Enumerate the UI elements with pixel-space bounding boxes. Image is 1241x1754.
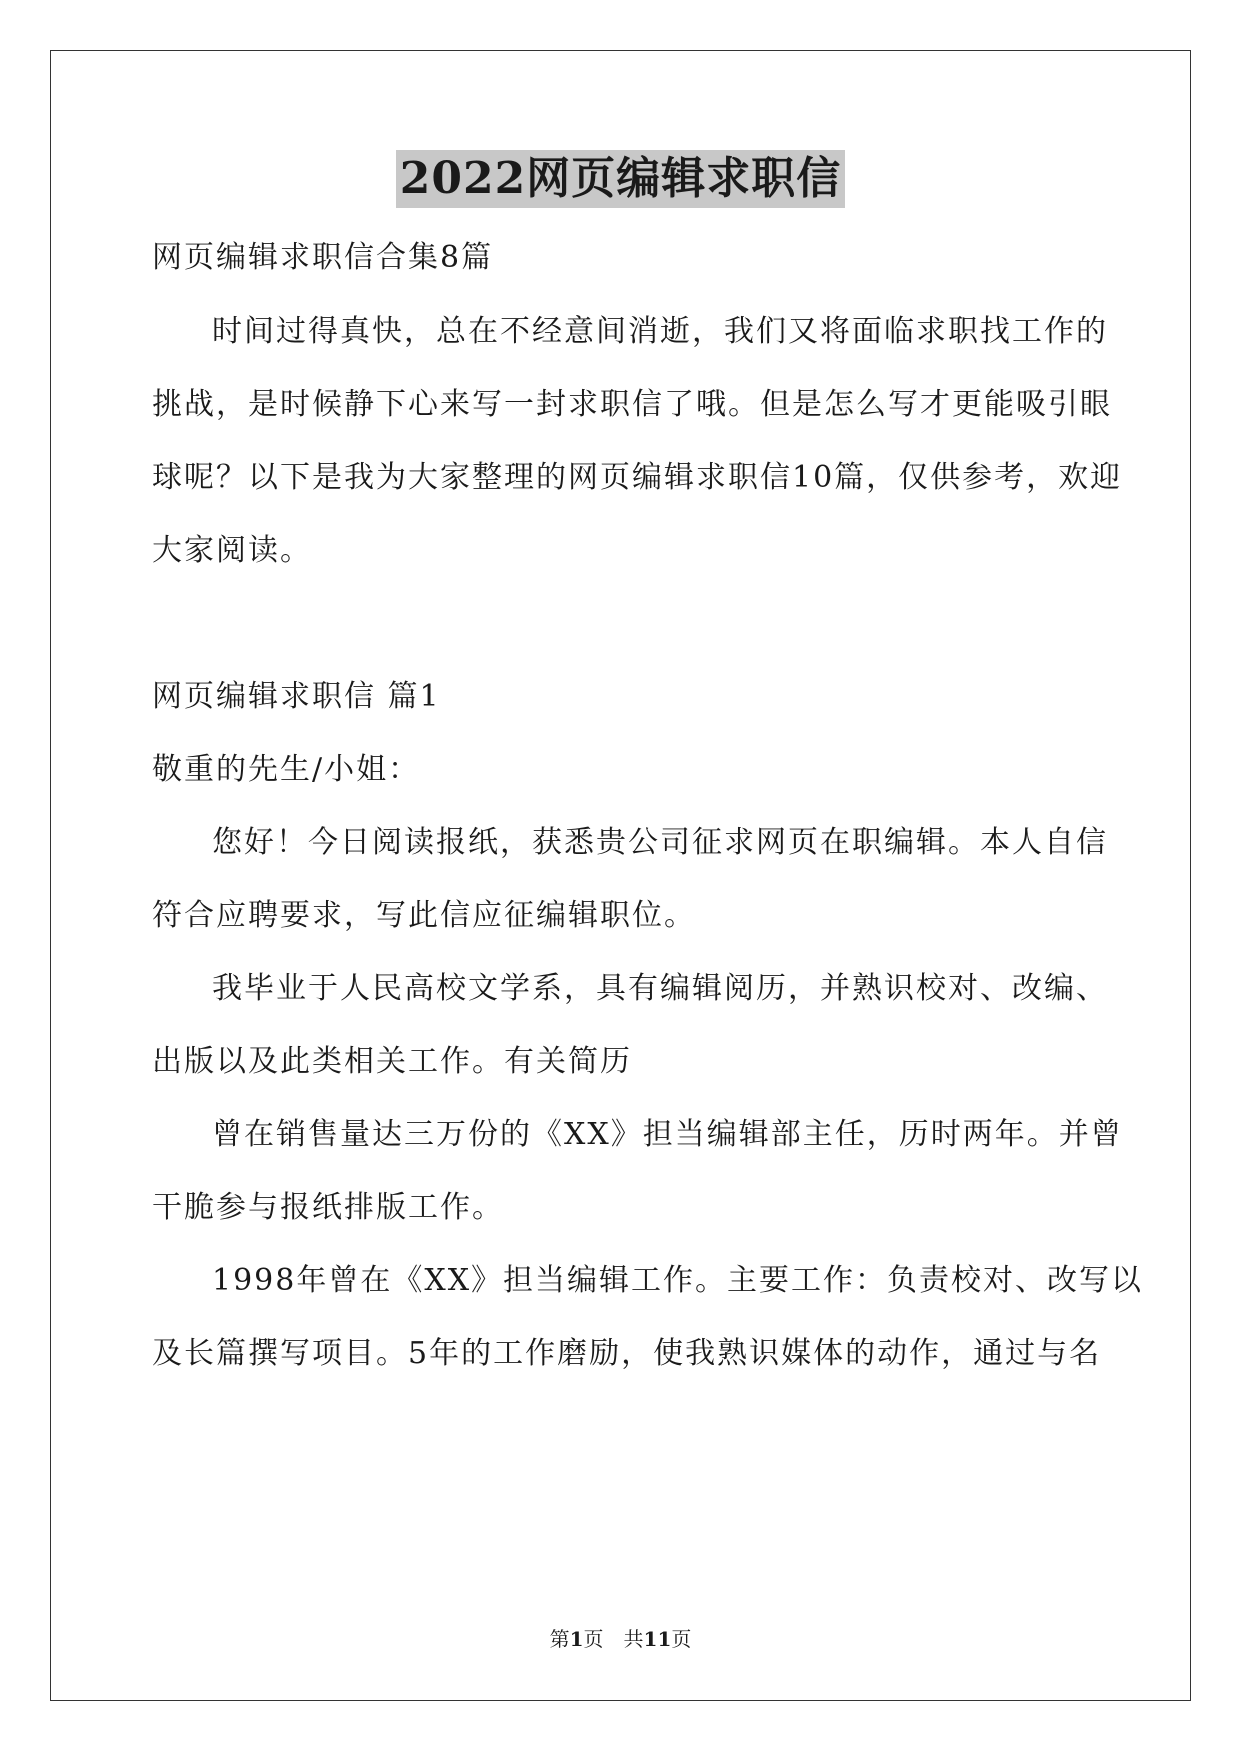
salutation: 敬重的先生/小姐： (152, 752, 421, 787)
subtitle-line: 网页编辑求职信合集8篇 (152, 240, 494, 275)
footer-page-number: 1 (569, 1627, 584, 1651)
footer-suffix: 页 (671, 1627, 692, 1651)
paragraph-line: 球呢？以下是我为大家整理的网页编辑求职信10篇，仅供参考，欢迎 (152, 460, 1123, 495)
document-title: 2022网页编辑求职信 (396, 150, 845, 208)
footer-middle: 页 共 (583, 1627, 644, 1651)
page-border (50, 50, 1191, 1701)
page-footer (0, 1626, 1241, 1652)
paragraph-line: 您好！今日阅读报纸，获悉贵公司征求网页在职编辑。本人自信 (212, 825, 1108, 860)
paragraph-line: 时间过得真快，总在不经意间消逝，我们又将面临求职找工作的 (212, 314, 1108, 349)
paragraph-line: 出版以及此类相关工作。有关简历 (152, 1044, 632, 1079)
paragraph-line: 挑战，是时候静下心来写一封求职信了哦。但是怎么写才更能吸引眼 (152, 387, 1112, 422)
title-container (0, 150, 1241, 208)
paragraph-line: 干脆参与报纸排版工作。 (152, 1190, 504, 1225)
section-heading: 网页编辑求职信 篇1 (152, 679, 441, 714)
paragraph-line: 我毕业于人民高校文学系，具有编辑阅历，并熟识校对、改编、 (212, 971, 1108, 1006)
paragraph-line: 符合应聘要求，写此信应征编辑职位。 (152, 898, 696, 933)
footer-prefix: 第 (549, 1627, 570, 1651)
footer-total-pages: 11 (643, 1627, 672, 1651)
paragraph-line: 大家阅读。 (152, 533, 312, 568)
paragraph-line: 1998年曾在《XX》担当编辑工作。主要工作：负责校对、改写以 (212, 1263, 1144, 1298)
paragraph-line: 及长篇撰写项目。5年的工作磨励，使我熟识媒体的动作，通过与名 (152, 1336, 1102, 1371)
paragraph-line: 曾在销售量达三万份的《XX》担当编辑部主任，历时两年。并曾 (212, 1117, 1123, 1152)
